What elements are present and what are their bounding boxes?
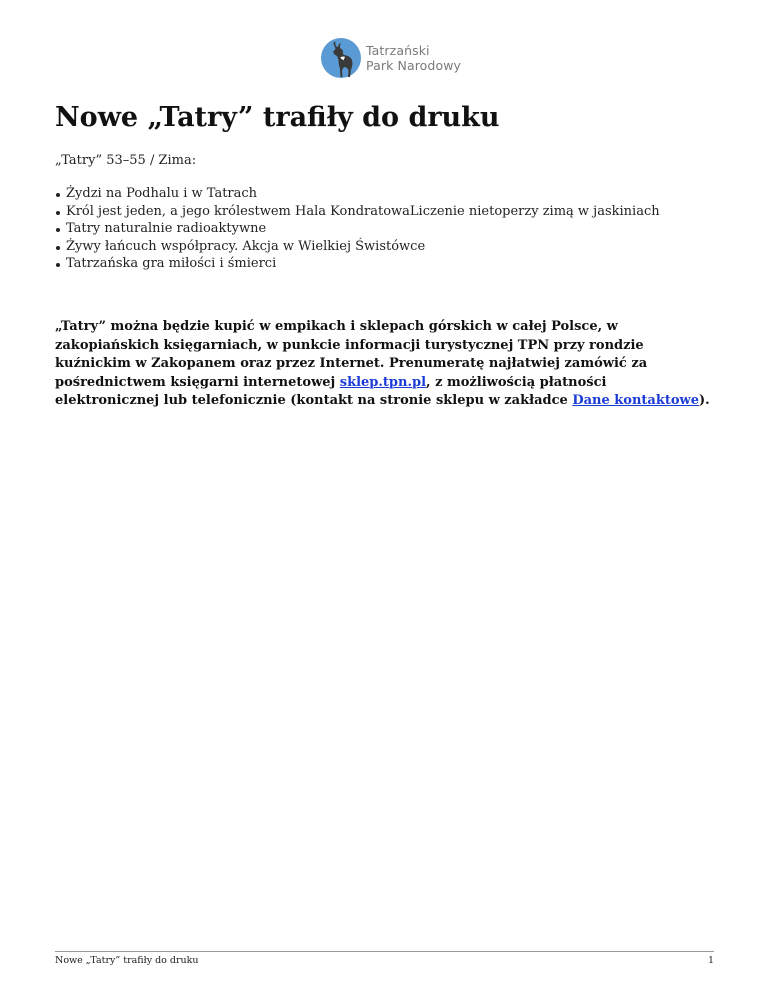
logo-text xyxy=(366,43,461,73)
page-number: 1 xyxy=(707,955,714,966)
info-text-3: ). xyxy=(698,393,710,408)
purchase-info xyxy=(55,318,715,411)
issue-line: „Tatry” 53–55 / Zima: xyxy=(55,153,197,168)
tpn-logo[interactable] xyxy=(320,37,461,79)
list-item: Żywy łańcuch współpracy. Akcja w Wielkiej Świstówce xyxy=(55,238,660,256)
contact-link[interactable]: Dane kontaktowe xyxy=(572,393,699,408)
logo-line1: Tatrzański xyxy=(366,43,430,58)
footer-divider xyxy=(55,951,714,952)
list-item: Król jest jeden, a jego królestwem Hala KondratowaLiczenie nietoperzy zimą w jaskiniach xyxy=(55,203,660,221)
chamois-logo-icon xyxy=(320,37,362,79)
logo-line2: Park Narodowy xyxy=(366,58,462,73)
list-item: Żydzi na Podhalu i w Tatrach xyxy=(55,185,660,203)
list-item: Tatry naturalnie radioaktywne xyxy=(55,220,660,238)
info-text-1: „Tatry” można będzie kupić w empikach i sklepach górskich w całej Polsce, w zakopiańskich księgarniach, w punkcie informacji turystycznej TPN przy rondzie kuźnickim w Zakopanem oraz przez Internet. Prenumeratę najłatwiej zamówić za pośrednictwem księgarni internetowej xyxy=(55,319,648,390)
info-text-2: , z możliwością płatności elektronicznej lub telefonicznie (kontakt na stronie sklepu w zakładce xyxy=(55,374,607,408)
list-item: Tatrzańska gra miłości i śmierci xyxy=(55,255,660,273)
page-title: Nowe „Tatry” trafiły do druku xyxy=(55,102,500,133)
table-of-contents xyxy=(55,185,660,273)
footer-title: Nowe „Tatry” trafiły do druku xyxy=(55,955,199,966)
shop-link[interactable]: sklep.tpn.pl xyxy=(339,374,427,390)
